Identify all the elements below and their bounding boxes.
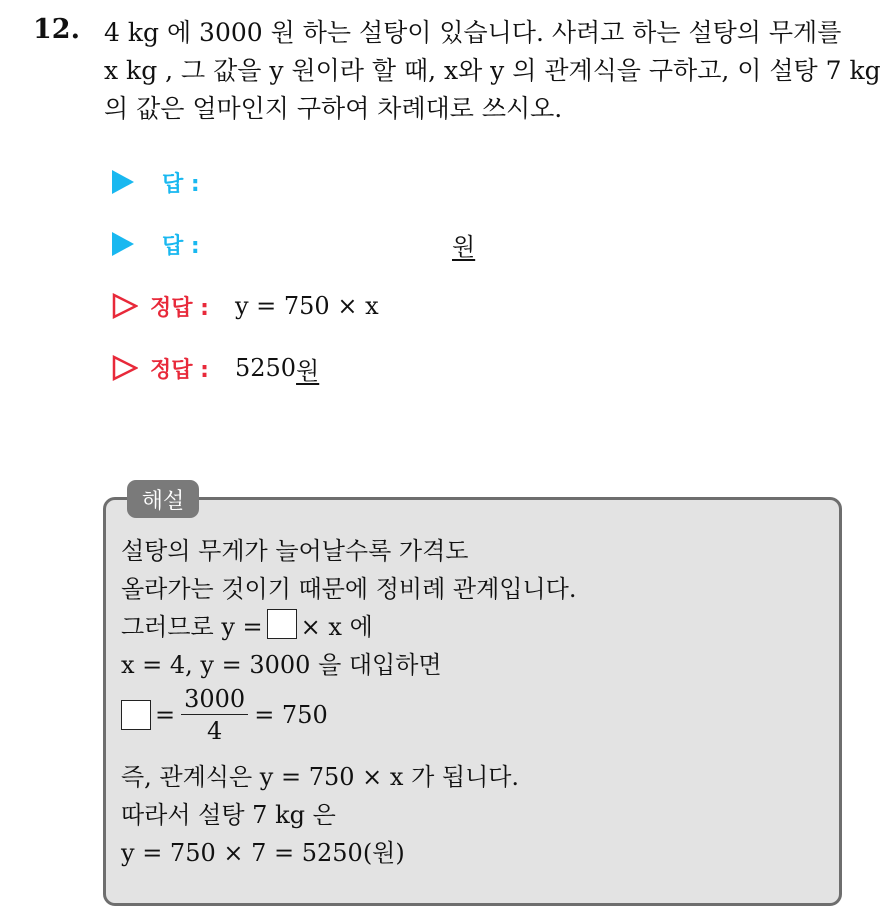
question-line-3: 의 값은 얼마인지 구하여 차례대로 쓰시오. — [104, 94, 563, 123]
outline-triangle-icon — [112, 355, 138, 381]
solution-tag: 해설 — [127, 480, 199, 518]
correct-answer-row-1 — [112, 284, 379, 328]
answer-row-2[interactable] — [112, 222, 492, 266]
solution-line-7: 따라서 설탕 7 kg 은 — [121, 800, 336, 829]
correct-label-1: 정답 : — [150, 295, 209, 321]
fraction-denominator: 4 — [207, 716, 223, 745]
correct-unit-2: 원 — [296, 356, 320, 385]
solution-line-5-eq: = — [155, 701, 176, 729]
question-number: 12. — [33, 14, 80, 45]
answer-row-1[interactable] — [112, 160, 200, 204]
solution-line-8: y = 750 × 7 = 5250(원) — [121, 838, 405, 867]
question-line-1: 4 kg 에 3000 원 하는 설탕이 있습니다. 사려고 하는 설탕의 무게를 — [104, 18, 842, 47]
solution-line-4: x = 4, y = 3000 을 대입하면 — [121, 650, 442, 679]
solution-line-2: 올라가는 것이기 때문에 정비례 관계입니다. — [121, 574, 577, 603]
solution-line-3-pre: 그러므로 y = — [121, 612, 263, 641]
solution-line-1: 설탕의 무게가 늘어날수록 가격도 — [121, 536, 469, 565]
outline-triangle-icon — [112, 293, 138, 319]
correct-value-1: y = 750 × x — [234, 292, 379, 320]
solution-line-3-post: × x 에 — [300, 612, 373, 641]
correct-value-2: 5250 — [234, 354, 297, 382]
play-triangle-icon — [112, 170, 134, 194]
answer-unit-2: 원 — [452, 232, 476, 261]
solution-line-6: 즉, 관계식은 y = 750 × x 가 됩니다. — [121, 762, 520, 791]
blank-box — [121, 700, 151, 730]
question-line-2: x kg , 그 값을 y 원이라 할 때, x와 y 의 관계식을 구하고, 이 설탕 7 kg — [104, 56, 881, 85]
play-triangle-icon — [112, 232, 134, 256]
correct-label-2: 정답 : — [150, 357, 209, 383]
blank-box — [267, 609, 297, 639]
fraction — [181, 684, 248, 747]
solution-line-3 — [121, 606, 373, 642]
fraction-numerator: 3000 — [181, 684, 248, 715]
solution-line-5-result: = 750 — [254, 701, 328, 729]
question-text — [104, 14, 881, 128]
solution-line-5 — [121, 682, 328, 748]
answer-label-1: 답 : — [162, 171, 200, 197]
answer-label-2: 답 : — [162, 233, 200, 259]
correct-answer-row-2 — [112, 346, 319, 390]
